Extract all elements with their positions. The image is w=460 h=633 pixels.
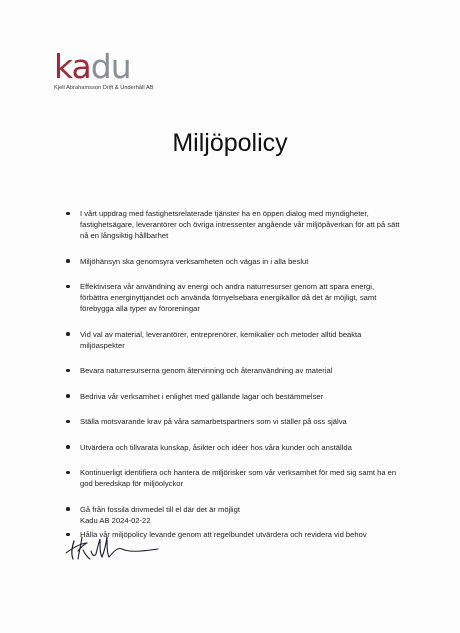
company-logo — [54, 47, 194, 92]
policy-item: Utvärdera och tillvarata kunskap, åsikter och idéer hos våra kunder och anställda — [80, 442, 404, 453]
policy-item: Bedriva vår verksamhet i enlighet med gällande lagar och bestämmelser — [80, 391, 404, 402]
signoff-date: Kadu AB 2024-02-22 — [80, 516, 151, 525]
policy-item: Ställa motsvarande krav på våra samarbetspartners som vi ställer på oss själva — [80, 416, 404, 427]
policy-item: Hålla vår miljöpolicy levande genom att regelbundet utvärdera och revidera vid behov — [80, 529, 404, 540]
policy-item: Miljöhänsyn ska genomsyra verksamheten och vägas in i alla beslut — [80, 256, 404, 267]
policy-list — [80, 208, 404, 555]
policy-item: Bevara naturresurserna genom återvinning och återanvändning av material — [80, 365, 404, 376]
policy-item: Effektivisera vår användning av energi och andra naturresurser genom att spara energi, förbättra energinyttjandet och använda förnyelsebara energikällor då det är möjligt, samt förebygga alla typer av föroreningar — [80, 281, 404, 314]
policy-item: Gå från fossila drivmedel till el där det är möjligt — [80, 504, 404, 515]
logo-wordmark — [54, 47, 194, 86]
handwritten-signature-icon — [62, 527, 172, 565]
logo-wordmark-du: du — [90, 47, 131, 86]
logo-company-name: Kjell Abrahamsson Drift & Underhåll AB — [54, 85, 154, 91]
page-title: Miljöpolicy — [172, 129, 288, 157]
logo-wordmark-ka: ka — [54, 47, 91, 86]
policy-item: Kontinuerligt identifiera och hantera de miljörisker som vår verksamhet för med sig samt ha en god beredskap för miljöolyckor — [80, 467, 404, 489]
policy-item: Vid val av material, leverantörer, entreprenörer, kemikalier och metoder alltid beakta miljöaspekter — [80, 329, 404, 351]
policy-item: I vårt uppdrag med fastighetsrelaterade tjänster ha en öppen dialog med myndigheter, fastighetsägare, leverantörer och övriga intressenter angående vår miljöpåverkan för att på sätt nå en långsiktig hållbarhet — [80, 208, 404, 241]
